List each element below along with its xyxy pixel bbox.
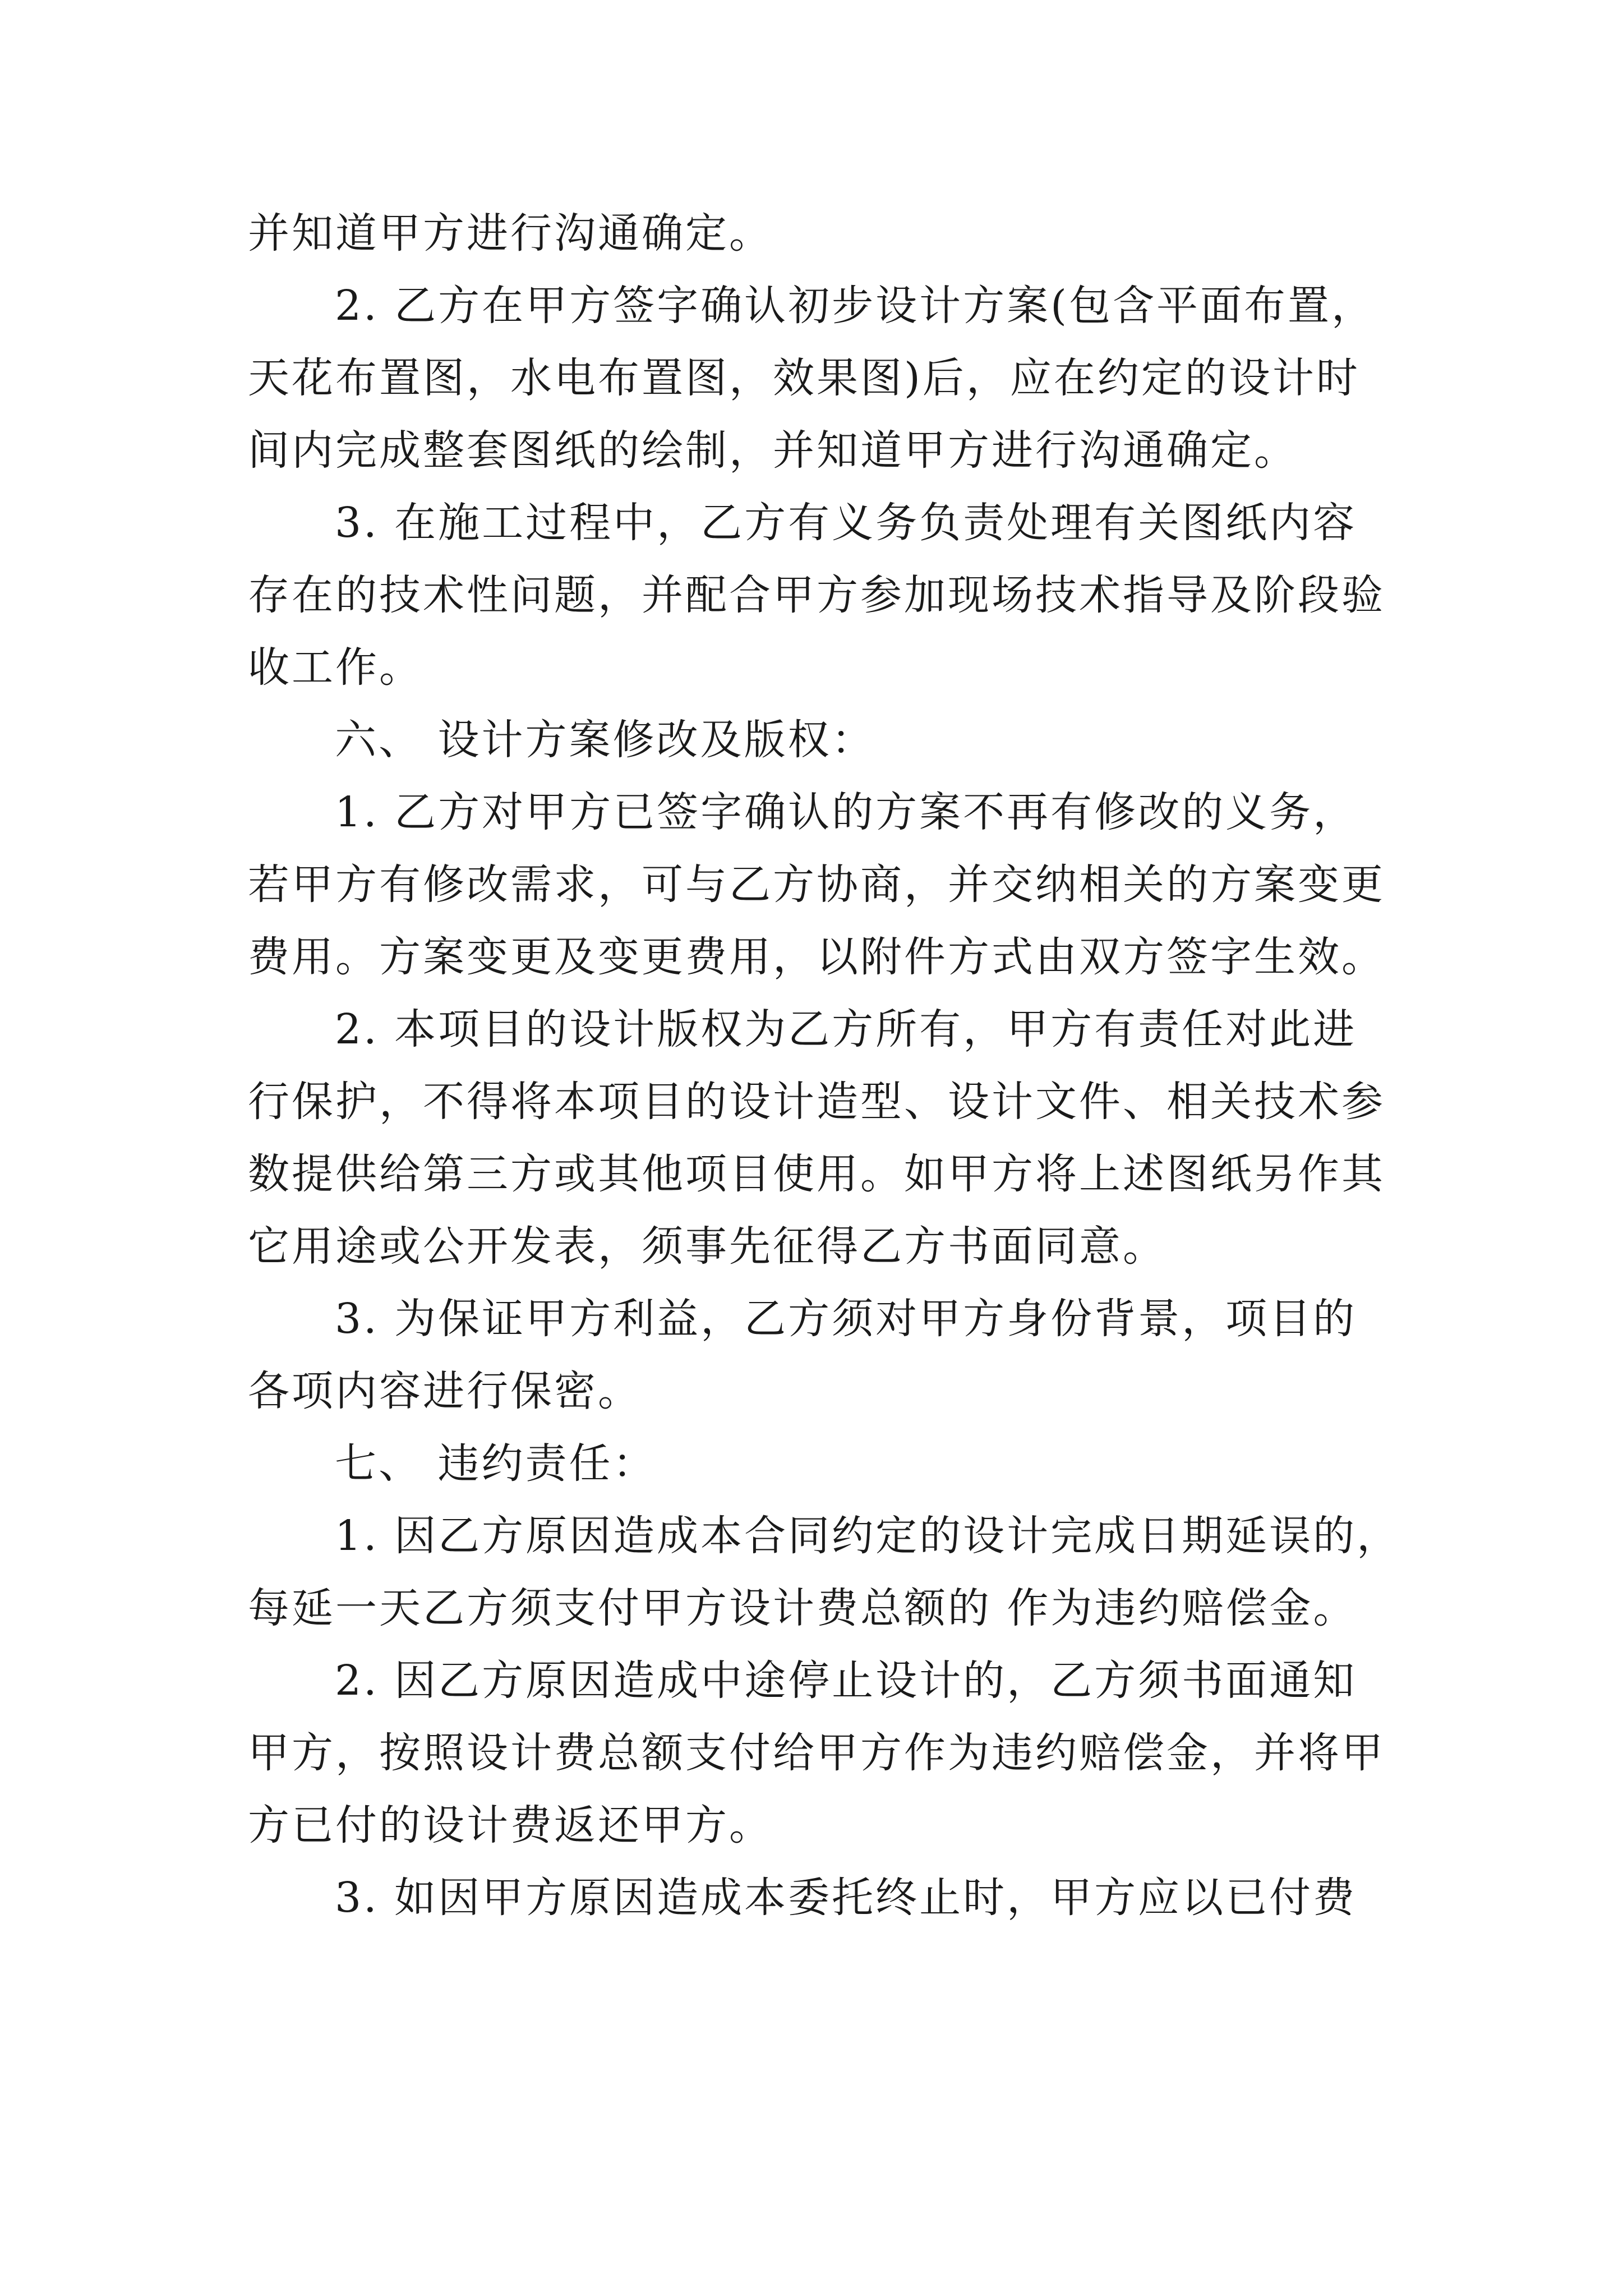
text-line: 并知道甲方进行沟通确定。 <box>248 209 773 257</box>
text-line: 每延一天乙方须支付甲方设计费总额的 作为违约赔偿金。 <box>248 1584 1357 1632</box>
text-line: 若甲方有修改需求，可与乙方协商，并交纳相关的方案变更 <box>248 861 1385 909</box>
clause-line: 1. 因乙方原因造成本合同约定的设计完成日期延误的， <box>335 1512 1401 1560</box>
text-line: 方已付的设计费返还甲方。 <box>248 1801 773 1849</box>
section-heading: 六、 设计方案修改及版权： <box>335 716 875 764</box>
text-line: 天花布置图，水电布置图，效果图)后，应在约定的设计时 <box>248 354 1360 402</box>
text-line: 费用。方案变更及变更费用，以附件方式由双方签字生效。 <box>248 933 1385 981</box>
text-line: 它用途或公开发表，须事先征得乙方书面同意。 <box>248 1222 1166 1271</box>
text-line: 间内完成整套图纸的绘制，并知道甲方进行沟通确定。 <box>248 426 1298 475</box>
clause-line: 3. 为保证甲方利益，乙方须对甲方身份背景，项目的 <box>335 1295 1357 1343</box>
clause-line: 2. 本项目的设计版权为乙方所有，甲方有责任对此进 <box>335 1005 1357 1053</box>
text-line: 各项内容进行保密。 <box>248 1367 642 1415</box>
text-line: 行保护，不得将本项目的设计造型、设计文件、相关技术参 <box>248 1078 1385 1126</box>
clause-line: 2. 因乙方原因造成中途停止设计的，乙方须书面通知 <box>335 1657 1357 1705</box>
text-line: 数提供给第三方或其他项目使用。如甲方将上述图纸另作其 <box>248 1150 1385 1198</box>
text-line: 甲方，按照设计费总额支付给甲方作为违约赔偿金，并将甲 <box>248 1729 1385 1777</box>
clause-line: 1. 乙方对甲方已签字确认的方案不再有修改的义务， <box>335 788 1357 836</box>
section-heading: 七、 违约责任： <box>335 1439 657 1488</box>
clause-line: 3. 在施工过程中，乙方有义务负责处理有关图纸内容 <box>335 499 1357 547</box>
text-line: 收工作。 <box>248 643 423 692</box>
text-line: 存在的技术性问题，并配合甲方参加现场技术指导及阶段验 <box>248 571 1385 619</box>
clause-line: 3. 如因甲方原因造成本委托终止时，甲方应以已付费 <box>335 1874 1357 1922</box>
clause-line: 2. 乙方在甲方签字确认初步设计方案(包含平面布置， <box>335 282 1375 330</box>
